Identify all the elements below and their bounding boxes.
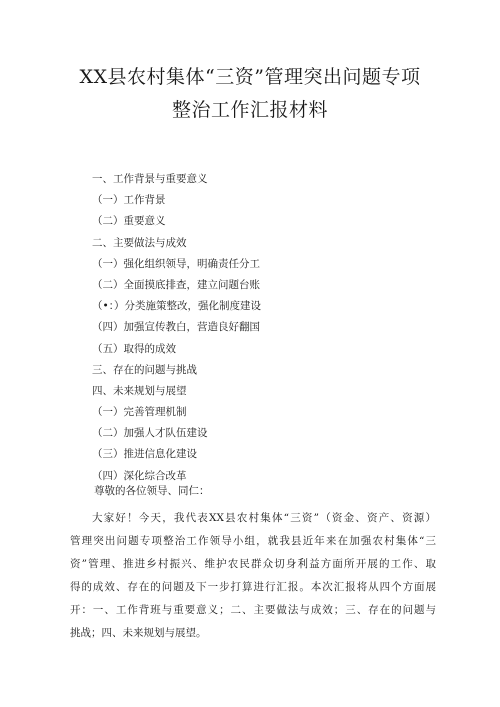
body-line: 得的成效、存在的问题及下一步打算进行汇报。本次汇报将从四个方面展: [70, 581, 436, 593]
toc-item: （二）重要意义: [92, 215, 166, 228]
body-paragraph: [70, 507, 436, 645]
toc-item: 二、主要做法与成效: [92, 236, 187, 249]
toc-item: （三）推进信息化建设: [92, 448, 197, 461]
toc-item: （一）强化组织领导，明确责任分工: [92, 257, 260, 270]
body-line: 大家好！今天，我代表XX县农村集体“三资”（资金、资产、资源）: [92, 512, 436, 524]
body-line: 挑战；四、未来规划与展望。: [70, 627, 207, 639]
toc-item: （五）取得的成效: [92, 342, 176, 355]
toc-item: （•：）分类施策整改，强化制度建设: [92, 300, 261, 313]
toc-item: （四）深化综合改革: [92, 469, 187, 482]
table-of-contents: [92, 169, 261, 487]
toc-item: （一）工作背景: [92, 194, 166, 207]
document-title-line-1: XX县农村集体“三资”管理突出问题专项: [79, 66, 421, 88]
toc-item: 四、未来规划与展望: [92, 384, 187, 397]
greeting: 尊敬的各位领导、同仁：: [94, 485, 210, 497]
toc-item: （一）完善管理机制: [92, 406, 187, 419]
document-title-line-2: 整治工作汇报材料: [171, 99, 328, 121]
body-line: 管理突出问题专项整治工作领导小组，就我县近年来在加强农村集体“三: [70, 535, 436, 547]
toc-item: （四）加强宣传教白，营造良好翻国: [92, 321, 260, 334]
toc-item: （二）全面摸底排查，建立问题台账: [92, 278, 260, 291]
toc-item: 三、存在的问题与挑战: [92, 363, 197, 376]
toc-item: （二）加强人才队伍建设: [92, 427, 208, 440]
body-line: 资”管理、推进乡村振兴、维护农民群众切身利益方面所开展的工作、取: [70, 558, 436, 570]
body-line: 开：一、工作背班与重要意义；二、主要做法与成效；三、存在的问题与: [70, 604, 436, 616]
toc-item: 一、工作背景与重要意义: [92, 173, 208, 185]
